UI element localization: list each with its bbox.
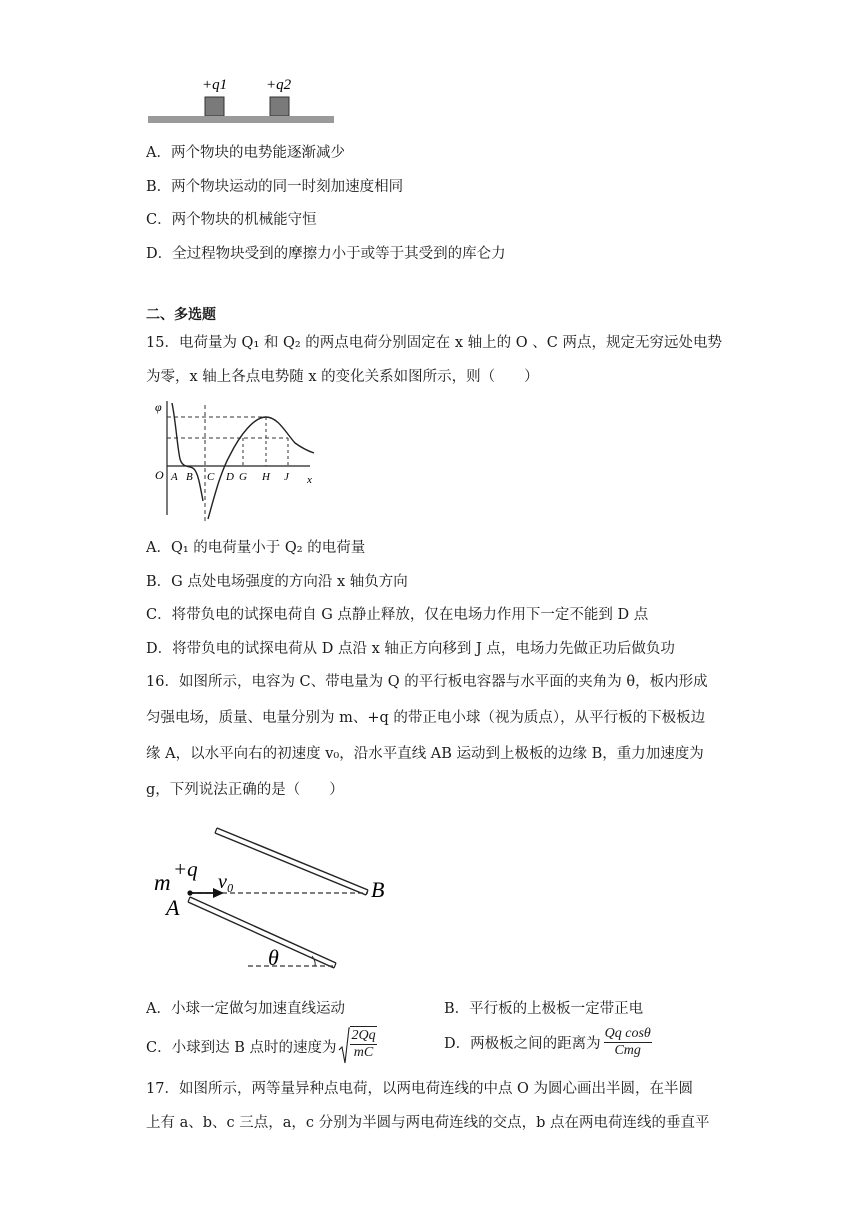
q16-stem-line1: 16．如图所示，电容为 C、带电量为 Q 的平行板电容器与水平面的夹角为 θ，板内形成 bbox=[146, 674, 708, 690]
q17-stem-line1: 17．如图所示，两等量异种点电荷，以两电荷连线的中点 O 为圆心画出半圆，在半圆 bbox=[146, 1081, 694, 1097]
point-a-label: A bbox=[166, 895, 180, 920]
sqrt-sign bbox=[338, 1026, 350, 1066]
angle-arc bbox=[312, 956, 315, 966]
q16-stem-line4: g，下列说法正确的是（ ） bbox=[146, 782, 344, 798]
mass-label: m bbox=[154, 870, 171, 895]
charge-q1-label: +q1 bbox=[202, 77, 228, 93]
block-2 bbox=[270, 97, 289, 116]
upper-plate bbox=[215, 828, 368, 895]
q14-option-c: C．两个物块的机械能守恒 bbox=[146, 212, 317, 228]
charged-ball bbox=[187, 890, 192, 895]
point-c-label: C bbox=[207, 471, 215, 483]
q15-option-d: D．将带负电的试探电荷从 D 点沿 x 轴正方向移到 J 点，电场力先做正功后做负功 bbox=[146, 641, 675, 657]
v0-label: v₀ bbox=[218, 871, 234, 893]
q15-option-b: B．G 点处电场强度的方向沿 x 轴负方向 bbox=[146, 574, 408, 590]
q16-option-c-denominator: mC bbox=[353, 1045, 374, 1061]
lower-plate bbox=[188, 897, 336, 968]
q14-option-b: B．两个物块运动的同一时刻加速度相同 bbox=[146, 179, 404, 195]
section-title: 二、多选题 bbox=[146, 307, 216, 323]
q16-option-d bbox=[444, 1026, 652, 1059]
point-b-label: B bbox=[186, 471, 193, 483]
potential-graph bbox=[150, 393, 325, 525]
capacitor-figure bbox=[150, 818, 400, 976]
origin-label: O bbox=[155, 468, 164, 482]
point-d-label: D bbox=[226, 471, 234, 483]
q14-option-a: A．两个物块的电势能逐渐减少 bbox=[146, 145, 345, 161]
q15-stem-line2: 为零，x 轴上各点电势随 x 的变化关系如图所示，则（ ） bbox=[146, 369, 539, 385]
block-1 bbox=[205, 97, 224, 116]
q16-option-c-numerator: 2Qq bbox=[350, 1028, 376, 1045]
two-blocks-figure bbox=[140, 70, 340, 130]
q16-stem-line2: 匀强电场，质量、电量分别为 m、+q 的带正电小球（视为质点），从平行板的下极板边 bbox=[146, 710, 706, 726]
q16-option-c-text: C．小球到达 B 点时的速度为 bbox=[146, 1039, 337, 1056]
potential-curve-left bbox=[172, 403, 203, 501]
q15-stem-line1: 15．电荷量为 Q₁ 和 Q₂ 的两点电荷分别固定在 x 轴上的 O 、C 两点，规定无穷远处电势 bbox=[146, 335, 722, 351]
q16-option-d-numerator: Qq cosθ bbox=[604, 1026, 652, 1043]
point-h-label: H bbox=[262, 471, 270, 483]
point-j-label: J bbox=[284, 471, 289, 483]
q17-stem-line2: 上有 a、b、c 三点，a，c 分别为半圆与两电荷连线的交点，b 点在两电荷连线的垂直平 bbox=[146, 1115, 710, 1131]
q14-option-d: D．全过程物块受到的摩擦力小于或等于其受到的库仑力 bbox=[146, 246, 506, 262]
theta-label: θ bbox=[268, 945, 279, 970]
phi-label: φ bbox=[155, 400, 162, 414]
q16-option-a: A．小球一定做匀加速直线运动 bbox=[146, 1001, 345, 1017]
ground-surface bbox=[148, 116, 334, 123]
q16-option-b: B．平行板的上极板一定带正电 bbox=[444, 1001, 644, 1017]
charge-label: +q bbox=[173, 857, 198, 881]
q16-option-d-denominator: Cmg bbox=[614, 1043, 641, 1059]
potential-curve-right bbox=[208, 417, 314, 519]
q15-option-a: A．Q₁ 的电荷量小于 Q₂ 的电荷量 bbox=[146, 540, 366, 556]
x-label: x bbox=[307, 474, 312, 486]
q15-option-c: C．将带负电的试探电荷自 G 点静止释放，仅在电场力作用下一定不能到 D 点 bbox=[146, 607, 649, 623]
point-g-label: G bbox=[239, 471, 247, 483]
point-a-label: A bbox=[171, 471, 178, 483]
q16-option-c bbox=[146, 1026, 377, 1066]
point-b-label: B bbox=[371, 877, 385, 902]
q16-stem-line3: 缘 A，以水平向右的初速度 v₀，沿水平直线 AB 运动到上极板的边缘 B，重力加速度为 bbox=[146, 746, 704, 762]
q16-option-d-text: D．两极板之间的距离为 bbox=[444, 1036, 601, 1053]
charge-q2-label: +q2 bbox=[266, 77, 292, 93]
sqrt-expression bbox=[338, 1026, 376, 1066]
